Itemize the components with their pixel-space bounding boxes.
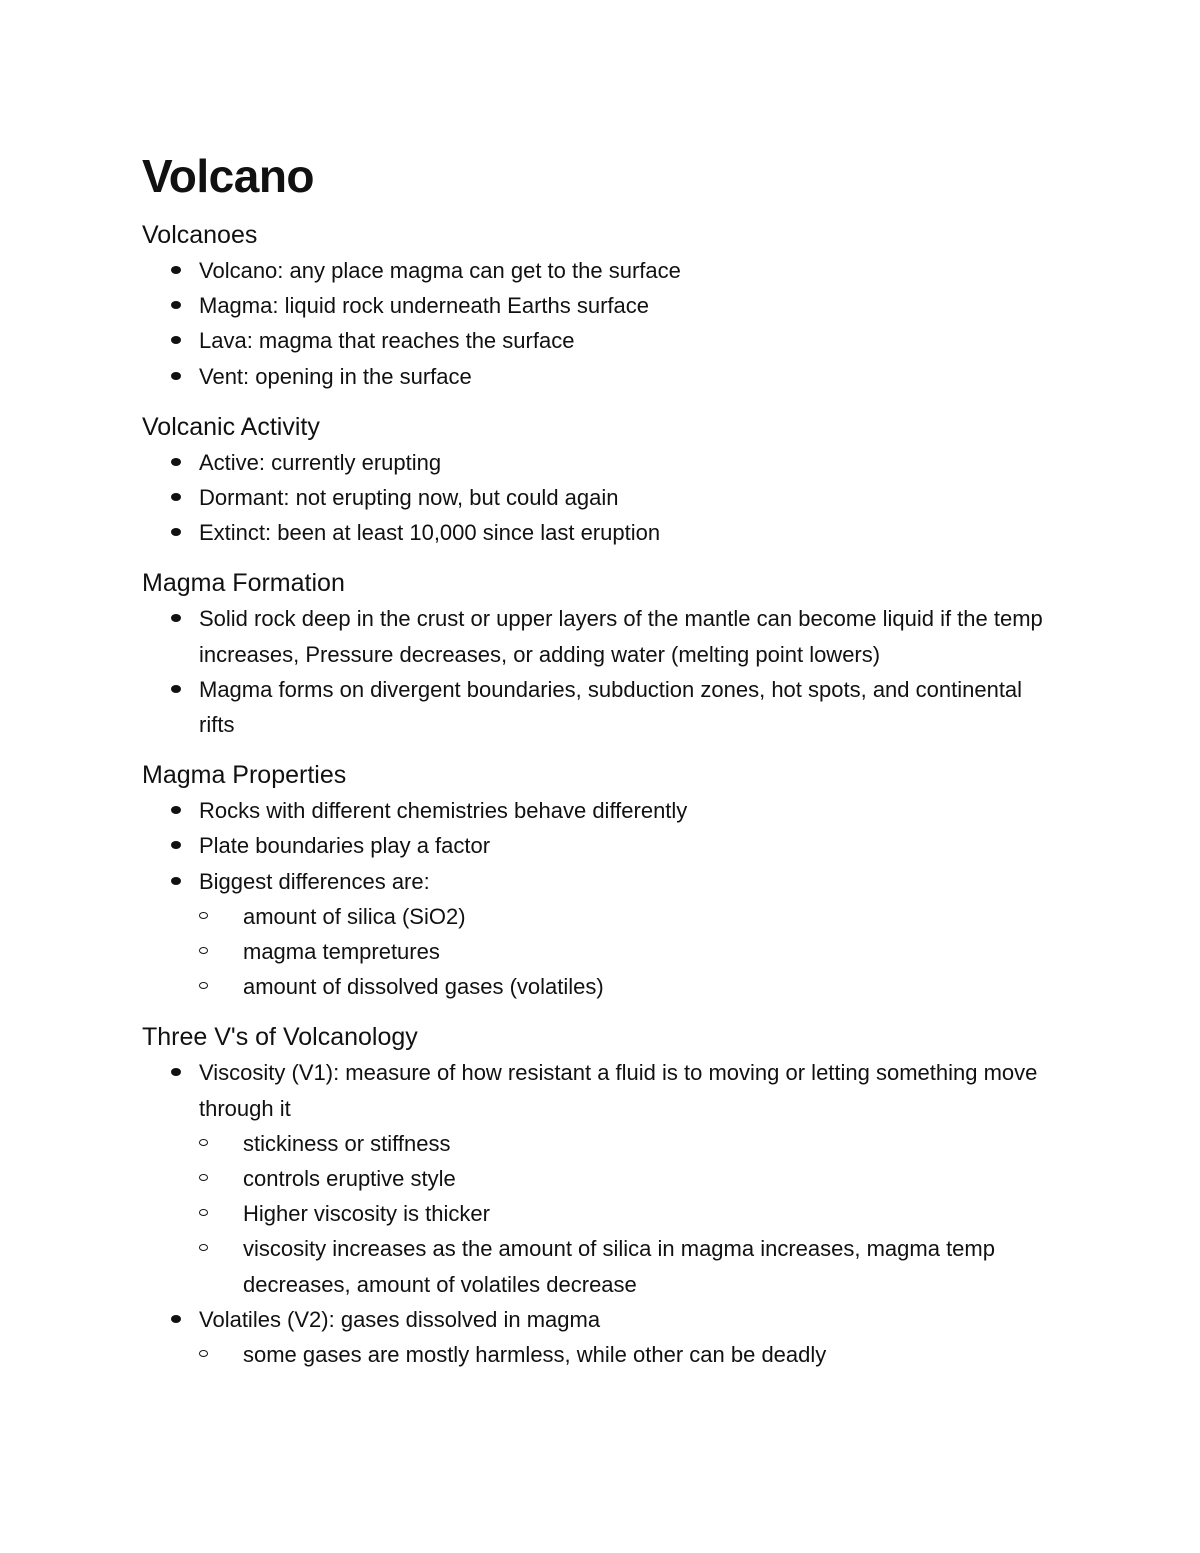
list-item-text: Rocks with different chemistries behave differently	[199, 798, 688, 824]
bullet-icon	[171, 372, 181, 380]
list-item	[142, 672, 1062, 742]
hollow-bullet-icon	[199, 1174, 208, 1181]
sub-list-item	[199, 1337, 1062, 1372]
list-item	[142, 480, 1062, 515]
section-heading: Volcanoes	[142, 221, 258, 249]
sub-list-item-text: some gases are mostly harmless, while other can be deadly	[243, 1342, 827, 1368]
hollow-bullet-icon	[199, 1139, 208, 1146]
list-item	[142, 1302, 1062, 1372]
sub-list-item-text: Higher viscosity is thicker	[243, 1201, 490, 1227]
bullet-icon	[171, 806, 181, 814]
bullet-icon	[171, 266, 181, 274]
list-item	[142, 515, 1062, 550]
bullet-icon	[171, 1315, 181, 1323]
hollow-bullet-icon	[199, 1209, 208, 1216]
list-item-text: Volcano: any place magma can get to the surface	[199, 258, 681, 283]
list-item	[142, 323, 1062, 358]
list-item	[142, 793, 1062, 828]
sub-list-item	[199, 1161, 1062, 1196]
bullet-icon	[171, 614, 181, 622]
hollow-bullet-icon	[199, 947, 208, 954]
list-item-text: Dormant: not erupting now, but could again	[199, 485, 619, 511]
section-volcanoes	[142, 218, 1062, 394]
sub-list-item-text: viscosity increases as the amount of silica in magma increases, magma temp decreases, amount of volatiles decrease	[243, 1236, 995, 1297]
list-item	[142, 359, 1062, 394]
bullet-list	[142, 445, 1062, 551]
bullet-icon	[171, 877, 181, 885]
bullet-icon	[171, 493, 181, 501]
list-item-text: Active: currently erupting	[199, 449, 442, 475]
list-item-text: Biggest differences are:	[199, 868, 430, 894]
hollow-bullet-icon	[199, 1350, 208, 1357]
sub-list-item-text: amount of silica (SiO2)	[243, 903, 466, 929]
list-item	[142, 601, 1062, 671]
section-magma-properties	[142, 758, 1062, 1004]
sub-list-item	[199, 899, 1062, 934]
bullet-icon	[171, 528, 181, 536]
sub-bullet-list	[199, 899, 1062, 1005]
section-heading: Volcanic Activity	[142, 412, 320, 441]
page-title: Volcano	[142, 150, 315, 202]
list-item-text: Volatiles (V2): gases dissolved in magma	[199, 1306, 601, 1332]
list-item	[142, 828, 1062, 863]
sub-list-item-text: magma tempretures	[243, 939, 440, 965]
list-item-text: Magma: liquid rock underneath Earths surface	[199, 293, 650, 319]
section-heading: Three V's of Volcanology	[142, 1023, 418, 1052]
list-item-text: Plate boundaries play a factor	[199, 833, 491, 859]
hollow-bullet-icon	[199, 912, 208, 919]
bullet-list	[142, 253, 1062, 394]
hollow-bullet-icon	[199, 1244, 208, 1251]
list-item-text: Solid rock deep in the crust or upper layers of the mantle can become liquid if the temp increases, Pressure decreases, or adding water (melting point lowers)	[199, 606, 1043, 667]
document-page	[142, 146, 1062, 1388]
list-item-text: Vent: opening in the surface	[199, 363, 472, 389]
bullet-icon	[171, 458, 181, 466]
section-volcanic-activity	[142, 410, 1062, 551]
hollow-bullet-icon	[199, 982, 208, 989]
bullet-icon	[171, 841, 181, 849]
bullet-icon	[171, 336, 181, 344]
list-item	[142, 1055, 1062, 1301]
bullet-icon	[171, 1068, 181, 1076]
bullet-icon	[171, 685, 181, 693]
section-three-vs	[142, 1020, 1062, 1372]
sub-bullet-list	[199, 1337, 1062, 1372]
sub-list-item	[199, 969, 1062, 1004]
section-heading: Magma Formation	[142, 569, 345, 598]
sub-list-item	[199, 1231, 1062, 1301]
bullet-list	[142, 793, 1062, 1004]
list-item-text: Viscosity (V1): measure of how resistant a fluid is to moving or letting something move through it	[199, 1060, 1038, 1121]
sub-list-item	[199, 1196, 1062, 1231]
section-magma-formation	[142, 566, 1062, 742]
sub-list-item	[199, 1126, 1062, 1161]
section-heading: Magma Properties	[142, 761, 347, 790]
bullet-list	[142, 1055, 1062, 1372]
bullet-list	[142, 601, 1062, 742]
sub-bullet-list	[199, 1126, 1062, 1302]
sub-list-item	[199, 934, 1062, 969]
list-item-text: Extinct: been at least 10,000 since last eruption	[199, 520, 661, 546]
list-item	[142, 445, 1062, 480]
list-item	[142, 288, 1062, 323]
sub-list-item-text: stickiness or stiffness	[243, 1130, 451, 1156]
sub-list-item-text: amount of dissolved gases (volatiles)	[243, 974, 604, 1000]
bullet-icon	[171, 301, 181, 309]
list-item	[142, 864, 1062, 1005]
list-item	[142, 253, 1062, 288]
list-item-text: Magma forms on divergent boundaries, subduction zones, hot spots, and continental rifts	[199, 676, 1023, 738]
sub-list-item-text: controls eruptive style	[243, 1166, 456, 1192]
list-item-text: Lava: magma that reaches the surface	[199, 328, 575, 354]
